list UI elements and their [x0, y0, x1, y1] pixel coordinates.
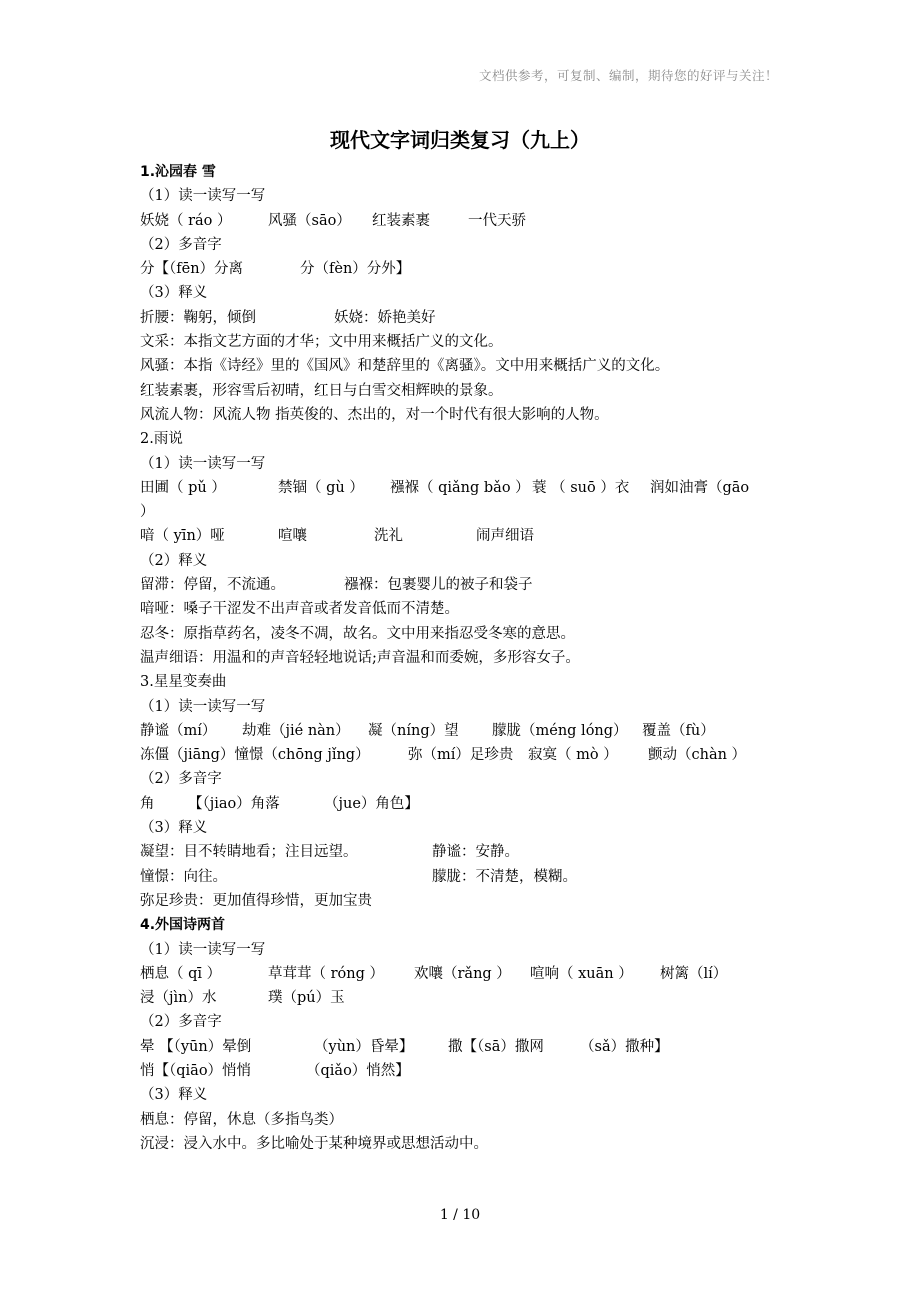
text-segment: 冻僵（jiāng）憧憬（chōng jǐng） — [140, 747, 370, 764]
text-segment: （jue）角色】 — [324, 795, 419, 812]
text-line — [140, 209, 790, 233]
text-line: （1）读一读写一写 — [140, 941, 266, 958]
text-line: （2）多音字 — [140, 236, 222, 253]
text-segment: 晕 【（yūn）晕倒 — [140, 1038, 252, 1055]
text-segment: （yùn）昏晕】 — [314, 1038, 414, 1055]
text-line: 风骚：本指《诗经》里的《国风》和楚辞里的《离骚》。文中用来概括广义的文化。 — [140, 358, 670, 375]
text-line: 风流人物：风流人物 指英俊的、杰出的，对一个时代有很大影响的人物。 — [140, 406, 609, 423]
text-segment: 禁锢（ gù ） — [278, 479, 364, 496]
text-segment: 朦胧（méng lóng） — [492, 722, 628, 739]
text-line: （1）读一读写一写 — [140, 455, 266, 472]
page-title: 现代文字词归类复习（九上） — [330, 128, 590, 152]
text-segment: 喧嚷 — [278, 528, 307, 545]
header-note: 文档供参考，可复制、编制，期待您的好评与关注！ — [478, 68, 778, 83]
text-segment: 劫难（jié nàn） — [242, 722, 350, 739]
text-segment: 喑（ yīn）哑 — [140, 528, 225, 545]
text-line: 3.星星变奏曲 — [140, 674, 227, 691]
text-segment: 留滞：停留，不流通。 — [140, 577, 285, 594]
text-segment: 一代天骄 — [468, 212, 526, 229]
text-line: （1）读一读写一写 — [140, 698, 266, 715]
text-segment: 【（jiao）角落 — [188, 795, 280, 812]
text-segment: 折腰：鞠躬，倾倒 — [140, 309, 256, 326]
text-line: 沉浸：浸入水中。多比喻处于某种境界或思想活动中。 — [140, 1135, 488, 1152]
text-segment: 覆盖（fù） — [642, 722, 715, 739]
text-segment: 凝望：目不转睛地看；注目远望。 — [140, 844, 358, 861]
text-line — [140, 719, 790, 743]
text-line: ） — [140, 504, 155, 521]
text-segment: 朦胧：不清楚，模糊。 — [432, 868, 577, 885]
text-segment: 寂寞（ mò ） — [528, 747, 618, 764]
text-segment: 分（fèn）分外】 — [300, 261, 411, 278]
text-line — [140, 1059, 790, 1083]
text-segment: 静谧：安静。 — [432, 844, 519, 861]
text-segment: 喧响（ xuān ） — [530, 965, 633, 982]
text-line: （2）多音字 — [140, 1014, 222, 1031]
text-segment: 襁褓：包裹婴儿的被子和袋子 — [344, 577, 533, 594]
text-line: （2）释义 — [140, 552, 208, 569]
text-segment: 襁褓（ qiǎng bǎo ） — [390, 479, 530, 496]
text-segment: 蓑 （ suō ）衣 — [532, 479, 630, 496]
text-line: 栖息：停留，休息（多指鸟类） — [140, 1111, 343, 1128]
text-line: 弥足珍贵：更加值得珍惜，更加宝贵 — [140, 892, 372, 909]
text-segment: 润如油膏（gāo — [650, 479, 750, 496]
text-segment: （qiǎo）悄然】 — [306, 1062, 410, 1079]
text-segment: 悄【（qiāo）悄悄 — [140, 1062, 252, 1079]
text-segment: 红装素裹 — [372, 212, 430, 229]
text-line — [140, 962, 790, 986]
text-segment: 草茸茸（ róng ） — [268, 965, 384, 982]
text-segment: 树篱（lí） — [660, 965, 728, 982]
text-line: （3）释义 — [140, 1087, 208, 1104]
text-line: （3）释义 — [140, 285, 208, 302]
text-line: 温声细语：用温和的声音轻轻地说话;声音温和而委婉，多形容女子。 — [140, 649, 580, 666]
text-line — [140, 743, 790, 767]
page-number: 1 / 10 — [439, 1207, 481, 1223]
text-segment: 闹声细语 — [476, 528, 534, 545]
section-heading: 4.外国诗两首 — [140, 917, 226, 934]
text-segment: 弥（mí）足珍贵 — [408, 747, 514, 764]
text-segment: 欢嚷（rǎng ） — [414, 965, 511, 982]
text-line — [140, 986, 790, 1010]
text-line: 红装素裹，形容雪后初晴，红日与白雪交相辉映的景象。 — [140, 382, 503, 399]
text-segment: 妖娆：娇艳美好 — [334, 309, 436, 326]
text-line: 喑哑：嗓子干涩发不出声音或者发音低而不清楚。 — [140, 601, 459, 618]
text-line — [140, 476, 790, 500]
text-line — [140, 840, 790, 864]
text-line: 2.雨说 — [140, 431, 183, 448]
text-line: （1）读一读写一写 — [140, 188, 266, 205]
document-body — [140, 160, 790, 1156]
text-segment: 颤动（chàn ） — [648, 747, 747, 764]
text-segment: 妖娆（ ráo ） — [140, 212, 232, 229]
text-segment: 田圃（ pǔ ） — [140, 479, 226, 496]
text-segment: 分【（fēn）分离 — [140, 261, 244, 278]
text-segment: 栖息（ qī ） — [140, 965, 222, 982]
text-line — [140, 524, 790, 548]
text-segment: 撒【（sā）撒网 — [448, 1038, 544, 1055]
section-heading: 1.沁园春 雪 — [140, 164, 216, 180]
text-line — [140, 573, 790, 597]
text-line — [140, 306, 790, 330]
text-segment: 凝（níng）望 — [368, 722, 459, 739]
text-segment: 静谧（mí） — [140, 722, 217, 739]
text-segment: 风骚（sāo） — [268, 212, 351, 229]
text-line — [140, 1035, 790, 1059]
text-line: （3）释义 — [140, 820, 208, 837]
text-segment: 角 — [140, 795, 155, 812]
text-line — [140, 865, 790, 889]
text-segment: 浸（jìn）水 — [140, 990, 217, 1007]
text-segment: （sǎ）撒种】 — [580, 1038, 669, 1055]
text-segment: 洗礼 — [374, 528, 403, 545]
text-line: （2）多音字 — [140, 771, 222, 788]
text-line: 忍冬：原指草药名，凌冬不凋，故名。文中用来指忍受冬寒的意思。 — [140, 625, 575, 642]
text-line — [140, 257, 790, 281]
text-line: 文采：本指文艺方面的才华；文中用来概括广义的文化。 — [140, 334, 503, 351]
text-segment: 璞（pú）玉 — [268, 990, 345, 1007]
text-line — [140, 792, 790, 816]
text-segment: 憧憬：向往。 — [140, 868, 227, 885]
